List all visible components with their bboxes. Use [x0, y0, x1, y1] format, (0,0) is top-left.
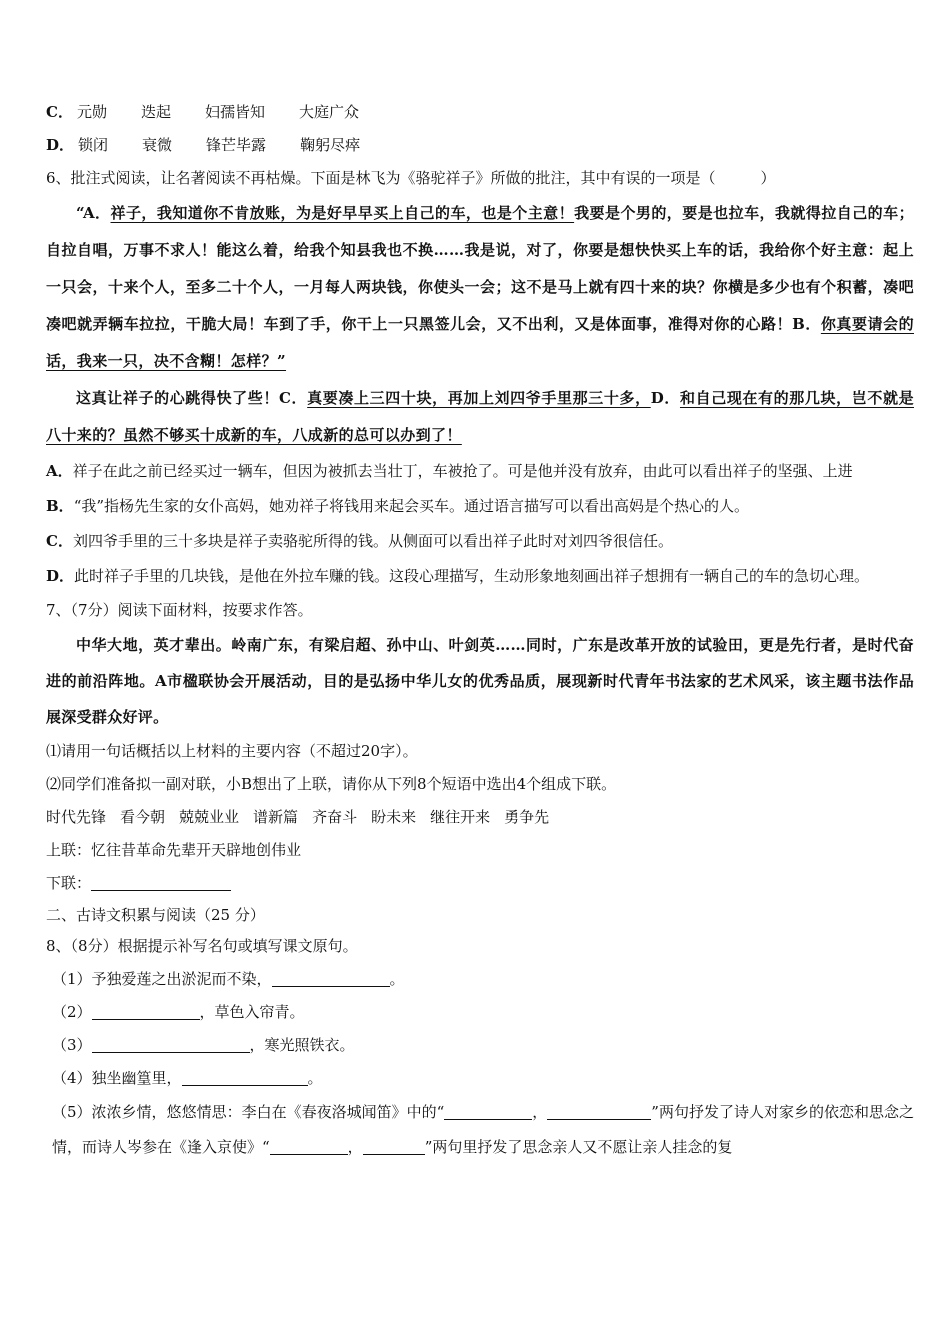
question-8-item-2 — [46, 996, 914, 1029]
choice-label: C． — [46, 532, 73, 550]
choice-a — [46, 454, 914, 489]
item-text: （3） — [52, 1036, 92, 1054]
item-text: （5）浓浓乡情，悠悠情思：李白在《春夜洛城闻笛》中的“ — [52, 1103, 445, 1121]
choice-label: A． — [46, 462, 73, 480]
answer-blank[interactable] — [444, 1099, 532, 1120]
quote-underline-c: 真要凑上三四十块，再加上刘四爷手里那三十多， — [307, 389, 651, 407]
item-text: ， — [347, 1138, 363, 1156]
couplet-upper: 上联：忆往昔革命先辈开天辟地创伟业 — [46, 841, 302, 859]
phrase-item: 继往开来 — [430, 808, 491, 826]
document-page — [46, 96, 914, 1165]
item-text: ，草色入帘青。 — [199, 1003, 305, 1021]
phrase-item: 勇争先 — [504, 808, 550, 826]
option-row-c — [46, 96, 914, 129]
choice-text: 祥子在此之前已经买过一辆车，但因为被抓去当壮丁，车被抢了。可是他并没有放弃，由此可以看出祥子的坚强、上进 — [72, 462, 853, 480]
question-7-sub-2: ⑵同学们准备拟一副对联，小B想出了上联，请你从下列8个短语中选出4个组成下联。 — [46, 775, 617, 793]
question-8-item-5 — [46, 1095, 914, 1165]
answer-blank[interactable] — [547, 1099, 651, 1120]
couplet-lower-label: 下联： — [46, 874, 92, 892]
item-text: 。 — [307, 1069, 323, 1087]
answer-blank[interactable] — [272, 966, 390, 987]
phrase-list — [46, 801, 914, 834]
quote-head: 这真让祥子的心跳得快了些！C． — [76, 389, 308, 407]
choice-text: 此时祥子手里的几块钱，是他在外拉车赚的钱。这段心理描写，生动形象地刻画出祥子想拥有一辆自己的车的急切心理。 — [74, 567, 870, 585]
section-2-heading: 二、古诗文积累与阅读（25 分） — [46, 906, 265, 924]
item-text: ”两句里抒发了思念亲人又不愿让亲人挂念的复 — [424, 1138, 733, 1156]
option-word: 元勋 — [76, 103, 107, 121]
phrase-item: 兢兢业业 — [179, 808, 240, 826]
item-text: （2） — [52, 1003, 92, 1021]
answer-blank[interactable] — [91, 870, 231, 891]
answer-blank[interactable] — [92, 1032, 250, 1053]
question-8-item-1 — [46, 963, 914, 996]
question-8-item-4 — [46, 1062, 914, 1095]
question-7-stem: 7、（7分）阅读下面材料，按要求作答。 — [46, 601, 313, 619]
quote-underline-b: 你真要请会的话，我来一只，决不含糊！怎样？” — [46, 315, 914, 370]
item-text: ”两句抒发了诗人对家乡的依恋和思念之情，而诗人岑参在《逢入京使》“ — [52, 1103, 915, 1156]
answer-blank[interactable] — [363, 1134, 425, 1155]
couplet-lower — [46, 867, 914, 900]
quote-underline-a: 祥子，我知道你不肯放账，为是好早早买上自己的车，也是个主意！ — [110, 204, 575, 222]
item-text: 。 — [389, 970, 405, 988]
item-text: （4）独坐幽篁里， — [52, 1069, 182, 1087]
choice-d — [46, 559, 914, 594]
answer-blank[interactable] — [270, 1134, 348, 1155]
choice-label: B． — [46, 497, 74, 515]
question-6-stem: 6、批注式阅读，让名著阅读不再枯燥。下面是林飞为《骆驼祥子》所做的批注，其中有误的一项是（ ） — [46, 169, 776, 187]
quote-marker-a: “A． — [76, 204, 111, 222]
option-word: 大庭广众 — [299, 103, 360, 121]
option-word: 迭起 — [140, 103, 171, 121]
choice-label: D． — [46, 567, 75, 585]
question-6-quote-2 — [46, 380, 914, 454]
answer-blank[interactable] — [92, 999, 200, 1020]
question-8-stem: 8、（8分）根据提示补写名句或填写课文原句。 — [46, 937, 358, 955]
option-label: D． — [46, 136, 75, 154]
answer-blank[interactable] — [182, 1065, 308, 1086]
phrase-item: 齐奋斗 — [312, 808, 358, 826]
phrase-item: 看今朝 — [120, 808, 166, 826]
question-6-quote-1 — [46, 195, 914, 380]
item-text: ，寒光照铁衣。 — [249, 1036, 355, 1054]
choice-text: “我”指杨先生家的女仆高妈，她劝祥子将钱用来起会买车。通过语言描写可以看出高妈是个热心的人。 — [73, 497, 750, 515]
item-text: （1）予独爱莲之出淤泥而不染， — [52, 970, 272, 988]
phrase-item: 谱新篇 — [253, 808, 299, 826]
question-7-sub-1: ⑴请用一句话概括以上材料的主要内容（不超过20字）。 — [46, 742, 418, 760]
option-word: 锁闭 — [78, 136, 109, 154]
option-word: 鞠躬尽瘁 — [300, 136, 361, 154]
option-row-d — [46, 129, 914, 162]
question-7-material: 中华大地，英才辈出。岭南广东，有梁启超、孙中山、叶剑英……同时，广东是改革开放的试验田，更是先行者，是时代奋进的前沿阵地。A市楹联协会开展活动，目的是弘扬中华儿女的优秀品质，展现新时代青年书法家的艺术风采，该主题书法作品展深受群众好评。 — [46, 636, 914, 726]
question-8-item-3 — [46, 1029, 914, 1062]
phrase-item: 时代先锋 — [46, 808, 107, 826]
option-word: 妇孺皆知 — [204, 103, 265, 121]
option-word: 锋芒毕露 — [206, 136, 267, 154]
quote-marker-d: D． — [650, 389, 680, 407]
choice-b — [46, 489, 914, 524]
item-text: ， — [532, 1103, 548, 1121]
quote-body: 我要是个男的，要是也拉车，我就得拉自己的车；自拉自唱，万事不求人！能这么着，给我个知县我也不换……我是说，对了，你要是想快快买上车的话，我给你个好主意：起上一只会，十来个人，至多二十个人，一月每人两块钱，你使头一会；这不是马上就有四十来的块？你横是多少也有个积蓄，凑吧凑吧就弄辆车拉拉，干脆大局！车到了手，你干上一只黑签儿会，又不出利，又是体面事，准得对你的心路！B． — [46, 204, 914, 333]
choice-text: 刘四爷手里的三十多块是祥子卖骆驼所得的钱。从侧面可以看出祥子此时对刘四爷很信任。 — [72, 532, 673, 550]
phrase-item: 盼未来 — [371, 808, 417, 826]
choice-c — [46, 524, 914, 559]
option-label: C． — [46, 103, 73, 121]
quote-underline-d: 和自己现在有的那几块，岂不就是八十来的？虽然不够买十成新的车，八成新的总可以办到了！ — [46, 389, 914, 444]
option-word: 衰微 — [142, 136, 173, 154]
